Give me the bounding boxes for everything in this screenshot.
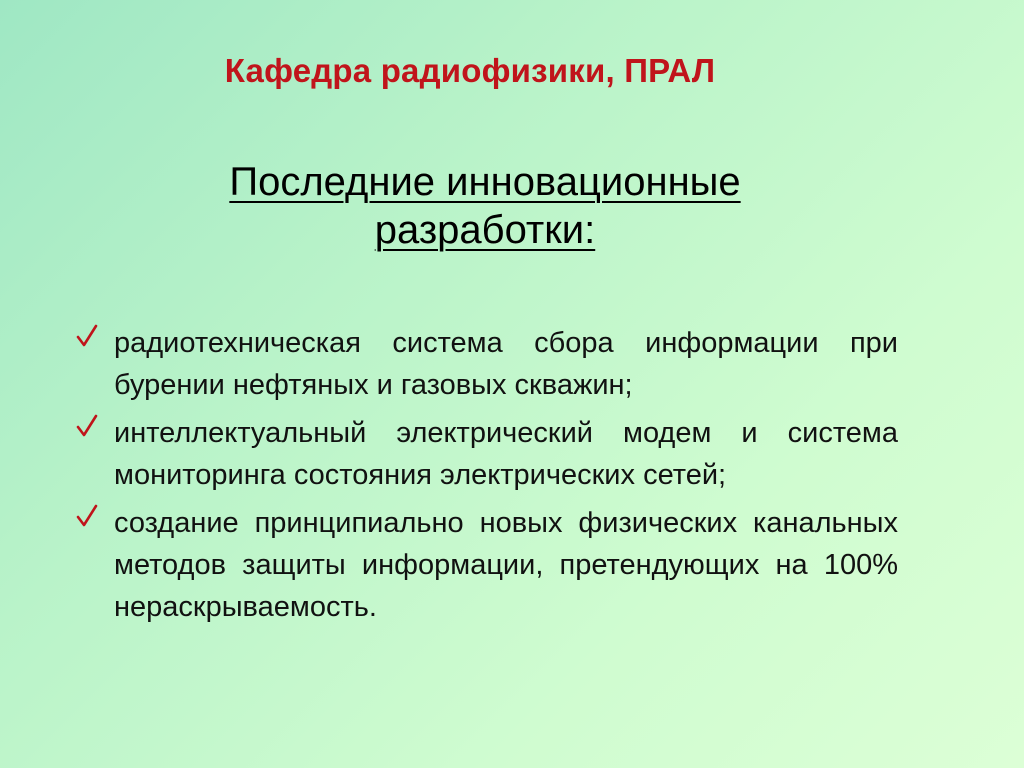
department-title: Кафедра радиофизики, ПРАЛ — [224, 52, 716, 89]
bullet-text: интеллектуальный электрический модем и система мониторинга состояния электрических сетей; — [114, 417, 898, 491]
list-item — [72, 502, 898, 628]
slide-heading-text: Последние инновационные разработки: — [229, 160, 741, 252]
checkmark-icon — [76, 324, 98, 348]
checkmark-icon — [76, 414, 98, 438]
list-item — [72, 412, 898, 496]
bullet-text: радиотехническая система сбора информации при бурении нефтяных и газовых скважин; — [114, 327, 898, 401]
slide-heading — [130, 158, 840, 254]
checkmark-icon — [76, 504, 98, 528]
list-item — [72, 322, 898, 406]
bullet-list — [72, 322, 898, 634]
bullet-text: создание принципиально новых физических канальных методов защиты информации, претендующих на 100% нераскрываемость. — [114, 507, 898, 623]
